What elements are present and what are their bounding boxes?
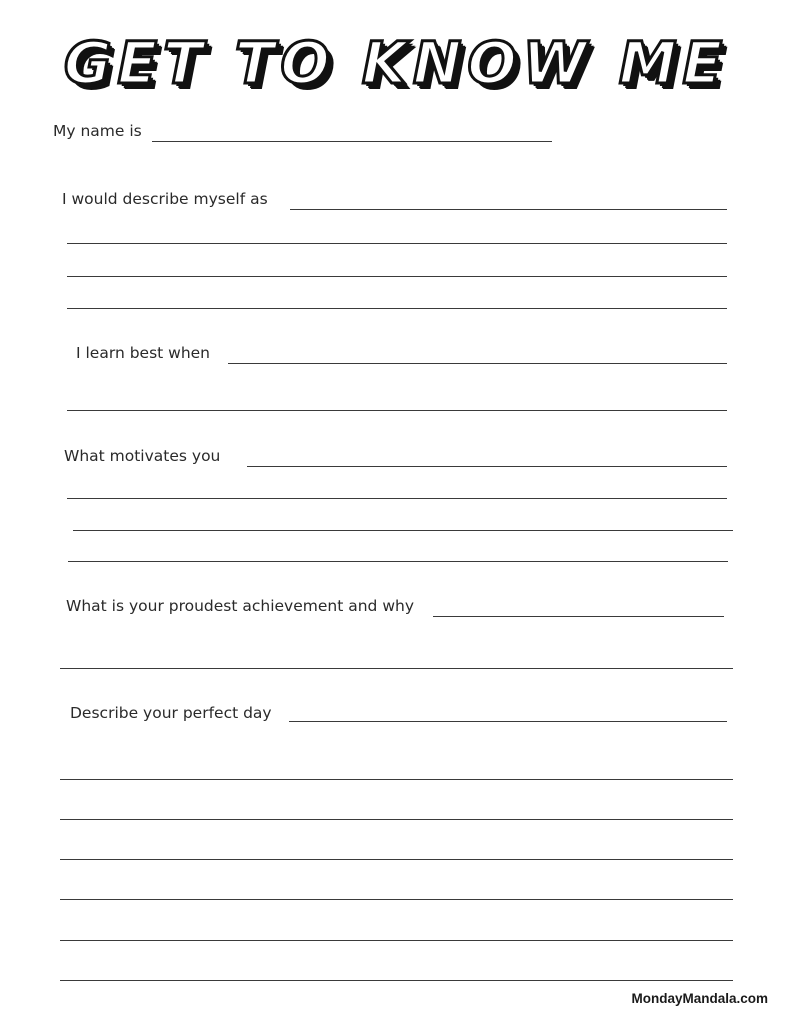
prompt-achievement-label: What is your proudest achievement and why	[66, 597, 414, 615]
achievement-answer-line[interactable]	[60, 668, 733, 669]
perfect-day-answer-line[interactable]	[60, 859, 733, 860]
motivates-answer-line[interactable]	[73, 530, 733, 531]
worksheet-title: GET TO KNOW ME	[63, 29, 729, 97]
describe-answer-line[interactable]	[67, 308, 727, 309]
brand-watermark: MondayMandala.com	[631, 991, 768, 1006]
motivates-answer-line[interactable]	[68, 561, 728, 562]
perfect-day-answer-line[interactable]	[60, 980, 733, 981]
describe-answer-line[interactable]	[290, 209, 727, 210]
prompt-name-label: My name is	[53, 122, 142, 140]
perfect-day-answer-line[interactable]	[60, 819, 733, 820]
prompt-learn-label: I learn best when	[76, 344, 211, 362]
describe-answer-line[interactable]	[67, 276, 727, 277]
name-answer-line[interactable]	[152, 141, 552, 142]
achievement-answer-line[interactable]	[433, 616, 724, 617]
learn-answer-line[interactable]	[67, 410, 727, 411]
perfect-day-answer-line[interactable]	[60, 940, 733, 941]
prompt-motivates-label: What motivates you	[64, 447, 221, 465]
prompt-describe-label: I would describe myself as	[62, 190, 268, 208]
motivates-answer-line[interactable]	[67, 498, 727, 499]
describe-answer-line[interactable]	[67, 243, 727, 244]
perfect-day-answer-line[interactable]	[60, 899, 733, 900]
prompt-perfect-day-label: Describe your perfect day	[70, 704, 272, 722]
learn-answer-line[interactable]	[228, 363, 727, 364]
perfect-day-answer-line[interactable]	[60, 779, 733, 780]
perfect-day-answer-line[interactable]	[289, 721, 727, 722]
motivates-answer-line[interactable]	[247, 466, 727, 467]
